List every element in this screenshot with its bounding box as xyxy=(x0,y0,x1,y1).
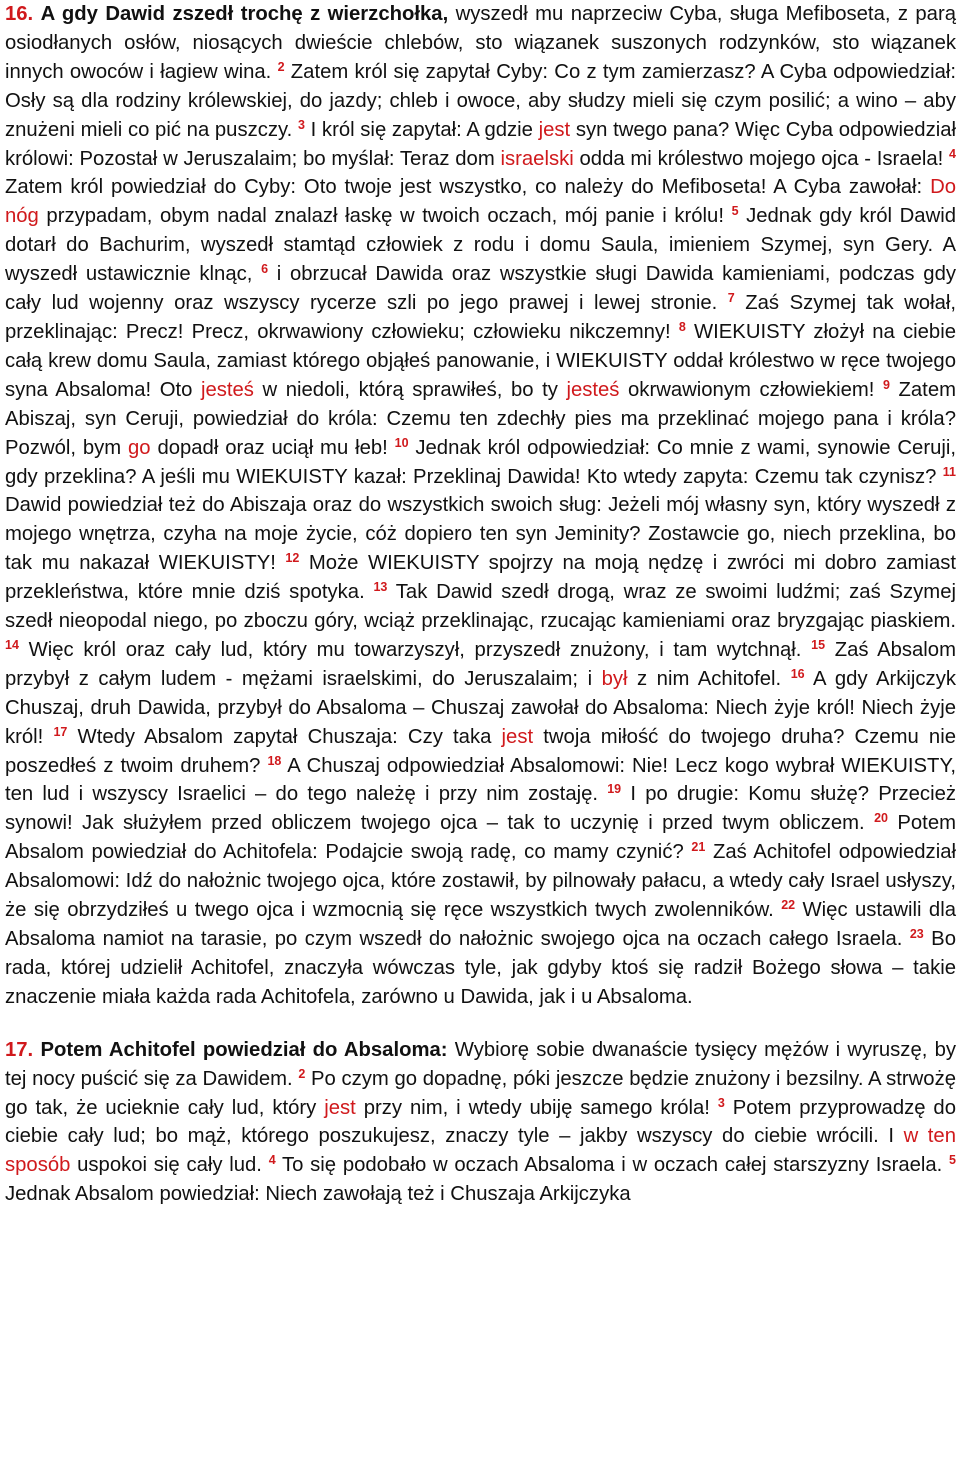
verse-text: odda mi królestwo mojego ojca - Israela! xyxy=(573,147,950,170)
verse-text: okrwawionym człowiekiem! xyxy=(619,378,883,401)
verse-number: 3 xyxy=(297,117,305,132)
verse-text: w niedoli, którą sprawiłeś, bo ty xyxy=(253,378,567,401)
verse-number: 8 xyxy=(678,319,686,334)
verse-text: Więc król oraz cały lud, który mu towarzyszył, przyszedł znużony, i tam wytchnął. xyxy=(18,638,812,661)
verse-number: 4 xyxy=(949,146,956,161)
verse-text: A gdy Arkijczyk Chuszaj, druh Dawida, przybył do Absaloma – Chuszaj zawołał do Absaloma: Niech żyje król! Niech żyje król! xyxy=(5,667,956,748)
verse-number: 4 xyxy=(268,1153,276,1168)
verse-text: A Chuszaj odpowiedział Absalomowi: Nie! Lecz kogo wybrał WIEKUISTY, ten lud i wszyscy Israelici – do tego należę i przy nim zostaję. xyxy=(5,754,956,806)
verse-text: Zaś Szymej tak wołał, przeklinając: Precz! Precz, okrwawiony człowieku; człowieku nikczemny! xyxy=(5,292,956,343)
verse-text: z nim Achitofel. xyxy=(627,667,791,690)
verse-number: 2 xyxy=(277,59,285,74)
verse-number: 18 xyxy=(267,753,282,768)
chapter-16 xyxy=(5,0,956,1012)
verse-number: 11 xyxy=(942,464,956,479)
chapter-lead-text: Potem Achitofel powiedział do Absaloma: xyxy=(40,1038,448,1061)
verse-text: Jednak Absalom powiedział: Niech zawołają też i Chuszaja Arkijczyka xyxy=(5,1183,631,1206)
verse-number: 21 xyxy=(691,840,706,855)
verse-text: Zaś Absalom przybył z całym ludem - mężami israelskimi, do Jeruszalaim; i xyxy=(5,638,956,690)
highlighted-word: israelski xyxy=(500,147,574,170)
verse-number: 3 xyxy=(717,1095,725,1110)
chapter-lead-text: A gdy Dawid zszedł trochę z wierzchołka, xyxy=(40,3,449,25)
highlighted-word: jesteś xyxy=(200,378,254,401)
highlighted-word: jest xyxy=(501,725,534,748)
verse-number: 5 xyxy=(731,204,739,219)
verse-number: 19 xyxy=(607,782,622,797)
verse-number: 14 xyxy=(5,637,19,652)
highlighted-word: w ten sposób xyxy=(5,1125,956,1177)
verse-number: 20 xyxy=(874,811,888,826)
verse-number: 2 xyxy=(298,1066,306,1081)
verse-number: 13 xyxy=(373,580,388,595)
verse-text: dopadł oraz uciął mu łeb! xyxy=(150,436,395,459)
verse-text: Potem przyprowadzę do ciebie cały lud; bo mąż, którego poszukujesz, znaczy tyle – jakby wszyscy do ciebie wrócili. I xyxy=(5,1096,956,1148)
verse-text: Może WIEKUISTY spojrzy na moją nędzę i zwróci mi dobro zamiast przekleństwa, które mnie dziś spotyka. xyxy=(5,552,956,604)
verse-text: Dawid powiedział też do Abiszaja oraz do wszystkich swoich sług: Jeżeli mój własny syn, który wyszedł z mojego wnętrza, czyha na moje życie, cóż dopiero ten syn Jeminity? Zostawcie go, niech przeklina, bo tak mu nakazał WIEKUISTY! xyxy=(5,494,956,575)
verse-number: 9 xyxy=(882,377,890,392)
verse-text: Wybiorę sobie dwanaście tysięcy mężów i wyruszę, by tej nocy puścić się za Dawidem. xyxy=(5,1038,956,1090)
verse-text: Zatem król się zapytał Cyby: Co z tym zamierzasz? A Cyba odpowiedział: Osły są dla rodziny królewskiej, do jazdy; chleb i owoce, aby słudzy mieli się czym posilić; a wino – aby znużeni mieli co pić na puszczy. xyxy=(5,60,957,141)
verse-text: Potem Absalom powiedział do Achitofela: Podajcie swoją radę, co mamy czynić? xyxy=(5,812,956,864)
verse-number: 15 xyxy=(811,637,826,652)
verse-number: 22 xyxy=(781,898,796,913)
highlighted-word: jest xyxy=(538,118,571,141)
verse-text: twoja miłość do twojego druha? Czemu nie poszedłeś z twoim druhem? xyxy=(5,725,956,777)
verse-text: WIEKUISTY złożył na ciebie całą krew domu Saula, zamiast którego objąłeś panowanie, i WIEKUISTY oddał królestwo w ręce twojego syna Absaloma! Oto xyxy=(5,320,956,401)
verse-text: I król się zapytał: A gdzie xyxy=(304,118,539,141)
verse-text: Więc ustawili dla Absaloma namiot na tarasie, po czym wszedł do nałożnic swojego ojca na oczach całego Israela. xyxy=(5,899,956,950)
verse-text: I po drugie: Komu służę? Przecież synowi! Jak służyłem przed obliczem twojego ojca – tak to uczynię i przed twym obliczem. xyxy=(5,783,956,835)
verse-text: Zaś Achitofel odpowiedział Absalomowi: Idź do nałożnic twojego ojca, które zostawił, by pilnowały pałacu, a wtedy cały Israel usłyszy, że się obrzydziłeś u twego ojca i wzmocnią się ręce wszystkich twych zwolenników. xyxy=(5,841,956,922)
verse-text: Wtedy Absalom zapytał Chuszaja: Czy taka xyxy=(67,725,502,748)
chapter-number: 16. xyxy=(5,3,34,25)
verse-number: 10 xyxy=(394,435,409,450)
verse-number: 23 xyxy=(909,927,924,941)
verse-text: wyszedł mu naprzeciw Cyba, sługa Mefiboseta, z parą osiodłanych osłów, niosących dwieście chlebów, sto wiązanek suszonych rodzynków, sto wiązanek innych owoców i łagiew wina. xyxy=(5,3,956,83)
verse-text: Jednak król odpowiedział: Co mnie z wami, synowie Ceruji, gdy przeklina? A jeśli mu WIEKUISTY kazał: Przeklinaj Dawida! Kto wtedy zapyta: Czemu tak czynisz? xyxy=(5,436,956,488)
chapter-number: 17. xyxy=(5,1038,34,1061)
highlighted-word: go xyxy=(128,436,151,459)
verse-text: Po czym go dopadnę, póki jeszcze będzie znużony i bezsilny. A strwożę go tak, że ucieknie cały lud, który xyxy=(5,1067,956,1119)
verse-text: i obrzucał Dawida oraz wszystkie sługi Dawida kamieniami, podczas gdy cały lud wojenny oraz wszyscy rycerze szli po jego prawej i lewej stronie. xyxy=(5,263,956,315)
highlighted-word: jest xyxy=(324,1096,356,1119)
verse-text: syn twego pana? Więc Cyba odpowiedział królowi: Pozostał w Jeruszalaim; bo myślał: Teraz dom xyxy=(5,118,957,170)
highlighted-word: był xyxy=(601,667,628,690)
verse-text: Jednak gdy król Dawid dotarł do Bachurim, wyszedł stamtąd człowiek z rodu i domu Saula, imieniem Szymej, syn Gery. A wyszedł ustawicznie klnąc, xyxy=(5,205,956,286)
chapter-17 xyxy=(5,1036,956,1209)
verse-text: Bo rada, której udzielił Achitofel, znaczyła wówczas tyle, jak gdyby ktoś się radził Bożego słowa – takie znaczenie miała każda rada Achitofela, zarówno u Dawida, jak i u Absaloma. xyxy=(5,928,956,1008)
highlighted-word: Do nóg xyxy=(5,176,956,228)
verse-text: Tak Dawid szedł drogą, wraz ze swoimi ludźmi; zaś Szymej szedł nieopodal niego, po zboczu góry, wciąż przeklinając, rzucając kamieniami oraz bryzgając piaskiem. xyxy=(5,581,956,633)
verse-text: przy nim, i wtedy ubiję samego króla! xyxy=(355,1096,718,1119)
verse-text: Zatem król powiedział do Cyby: Oto twoje jest wszystko, co należy do Mefiboseta! A Cyba zawołał: xyxy=(5,176,931,199)
verse-text: To się podobało w oczach Absaloma i w oczach całej starszyzny Israela. xyxy=(275,1154,950,1177)
verse-number: 6 xyxy=(261,262,269,277)
highlighted-word: jesteś xyxy=(566,378,620,401)
verse-number: 5 xyxy=(949,1153,956,1168)
verse-number: 16 xyxy=(790,666,805,681)
verse-text: przypadam, obym nadal znalazł łaskę w twoich oczach, mój panie i królu! xyxy=(38,205,732,228)
verse-number: 12 xyxy=(285,551,300,566)
verse-text: Zatem Abiszaj, syn Ceruji, powiedział do króla: Czemu ten zdechły pies ma przeklinać mojego pana i króla? Pozwól, bym xyxy=(5,378,956,459)
verse-number: 17 xyxy=(53,724,68,739)
verse-text: uspokoi się cały lud. xyxy=(70,1154,269,1177)
verse-number: 7 xyxy=(727,291,735,306)
